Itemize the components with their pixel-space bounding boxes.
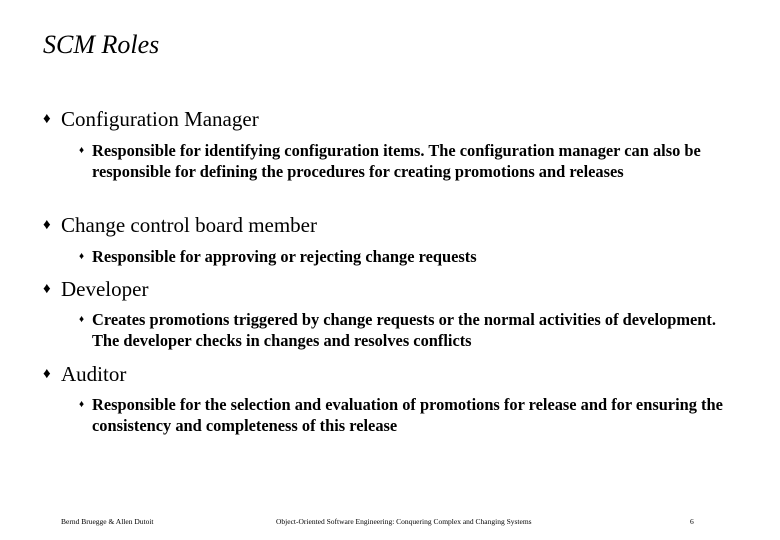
diamond-bullet-icon: ♦ — [43, 217, 51, 233]
footer-book-title: Object-Oriented Software Engineering: Conquering Complex and Changing Systems — [276, 517, 532, 526]
role-description: Responsible for the selection and evaluation of promotions for release and for ensuring the consistency and completeness of this release — [92, 395, 723, 435]
diamond-bullet-icon: ♦ — [43, 366, 51, 382]
small-diamond-bullet-icon: ♦ — [79, 314, 85, 325]
role-description-change-control-board-member — [79, 246, 739, 267]
role-description-configuration-manager — [79, 140, 739, 182]
diamond-bullet-icon: ♦ — [43, 281, 51, 297]
small-diamond-bullet-icon: ♦ — [79, 145, 85, 156]
role-description: Responsible for identifying configuration items. The configuration manager can also be responsible for defining the procedures for creating promotions and releases — [92, 141, 701, 181]
role-description: Responsible for approving or rejecting change requests — [92, 247, 477, 266]
role-name: Change control board member — [61, 213, 317, 237]
role-name: Developer — [61, 277, 149, 301]
role-description: Creates promotions triggered by change requests or the normal activities of development. The developer checks in changes and resolves conflicts — [92, 310, 716, 350]
small-diamond-bullet-icon: ♦ — [79, 399, 85, 410]
small-diamond-bullet-icon: ♦ — [79, 251, 85, 262]
diamond-bullet-icon: ♦ — [43, 111, 51, 127]
role-description-developer — [79, 309, 739, 351]
role-description-auditor — [79, 394, 739, 436]
slide-title: SCM Roles — [43, 30, 160, 59]
role-name: Auditor — [61, 362, 127, 386]
footer-page-number: 6 — [690, 517, 694, 526]
footer-authors: Bernd Bruegge & Allen Dutoit — [61, 517, 154, 526]
role-name: Configuration Manager — [61, 107, 259, 131]
